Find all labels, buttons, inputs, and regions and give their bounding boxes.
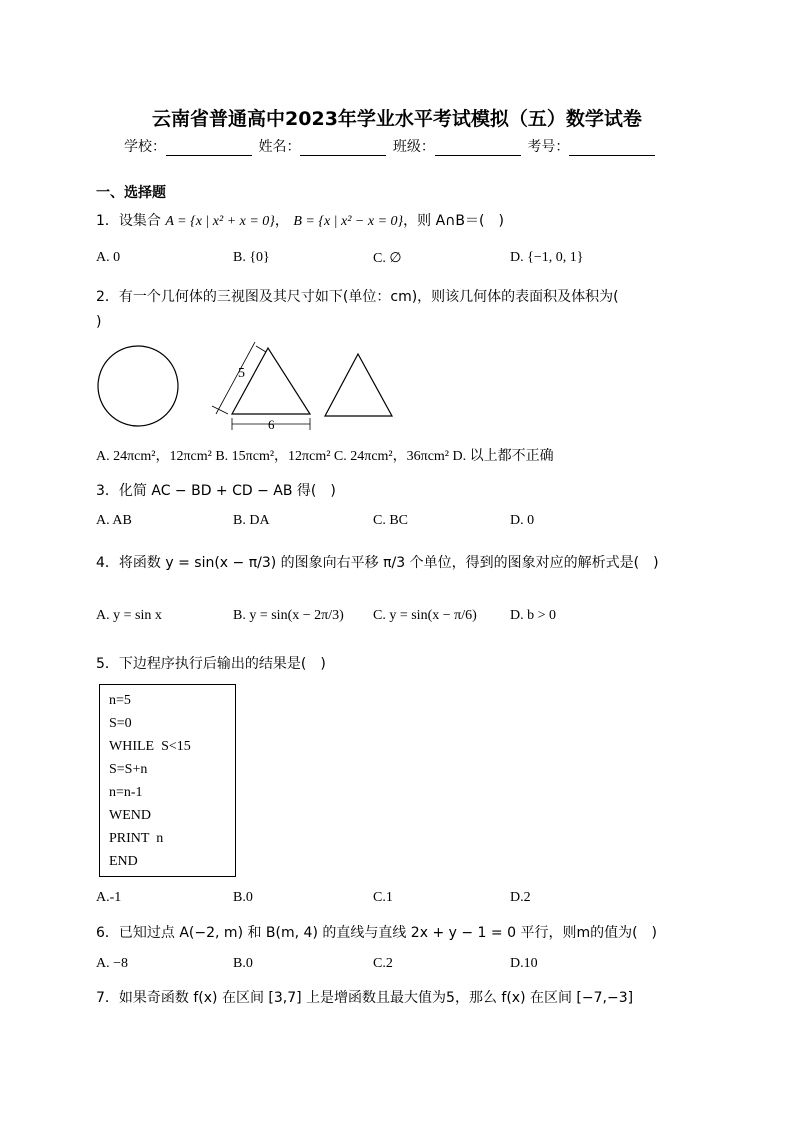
q4-option-a[interactable]: A. y = sin x [96, 608, 162, 623]
question-7: 7．如果奇函数 f(x) 在区间 [3,7] 上是增函数且最大值为5，那么 f(x) 在区间 [−7,−3] [96, 990, 634, 1006]
q3-option-a[interactable]: A. AB [96, 513, 132, 528]
class-blank[interactable] [435, 141, 521, 156]
three-view-figure [90, 338, 440, 438]
q3-option-c[interactable]: C. BC [373, 513, 409, 528]
q6-option-d[interactable]: D.10 [510, 956, 538, 971]
q4-option-d[interactable]: D. b > 0 [510, 608, 557, 623]
exam-number-label: 考号： [527, 139, 570, 155]
q2-options[interactable]: A. 24πcm²，12πcm² B. 15πcm²，12πcm² C. 24πcm²，36πcm² D. 以上都不正确 [96, 449, 554, 464]
code-line: END [109, 854, 138, 869]
q5-option-d[interactable]: D.2 [510, 890, 531, 905]
name-label: 姓名： [258, 139, 301, 155]
question-5: 5．下边程序执行后输出的结果是( ) [96, 656, 326, 672]
class-label: 班级： [392, 139, 435, 155]
code-line: WEND [109, 808, 151, 823]
school-label: 学校： [124, 139, 166, 155]
code-line: n=5 [109, 693, 131, 708]
question-2-continued: ) [96, 314, 102, 330]
question-3: 3．化简 AC − BD + CD − AB 得( ) [96, 483, 336, 499]
q3-option-b[interactable]: B. DA [233, 513, 270, 528]
question-6: 6．已知过点 A(−2, m) 和 B(m, 4) 的直线与直线 2x + y − 1 = 0 平行，则m的值为( ) [96, 925, 658, 941]
q1-option-c[interactable]: C. ∅ [373, 251, 402, 266]
code-line: WHILE S<15 [109, 739, 191, 754]
exam-number-blank[interactable] [569, 141, 655, 156]
q1-set-a: A = {x | x² + x = 0} [165, 214, 275, 229]
program-code-box [99, 684, 236, 877]
school-blank[interactable] [166, 141, 252, 156]
q4-option-c[interactable]: C. y = sin(x − π/6) [373, 608, 477, 623]
code-line: S=0 [109, 716, 132, 731]
q1-number: 1．设集合 [96, 213, 161, 229]
q5-option-b[interactable]: B.0 [233, 890, 253, 905]
top-view-triangle [325, 354, 392, 416]
q1-option-b[interactable]: B. {0} [233, 250, 270, 265]
exam-title: 云南省普通高中2023年学业水平考试模拟（五）数学试卷 [152, 108, 642, 130]
student-info-line [124, 136, 657, 156]
question-2: 2．有一个几何体的三视图及其尺寸如下(单位：cm)，则该几何体的表面积及体积为( [96, 289, 619, 305]
q1-set-b: B = {x | x² − x = 0} [293, 214, 404, 229]
code-line: PRINT n [109, 831, 164, 846]
q1-tail: ，则 A∩B＝( ) [403, 213, 504, 229]
dim-line-5 [216, 342, 255, 414]
dim-tick-5a [256, 346, 266, 352]
q6-option-a[interactable]: A. −8 [96, 956, 129, 971]
name-blank[interactable] [300, 141, 386, 156]
q5-option-a[interactable]: A.-1 [96, 890, 122, 905]
dimension-label-6: 6 [268, 417, 275, 432]
q3-option-d[interactable]: D. 0 [510, 513, 535, 528]
dimension-label-5: 5 [238, 366, 245, 381]
code-line: S=S+n [109, 762, 148, 777]
q4-option-b[interactable]: B. y = sin(x − 2π/3) [233, 608, 344, 623]
question-1 [96, 210, 504, 230]
q6-option-b[interactable]: B.0 [233, 956, 253, 971]
section-heading: 一、选择题 [96, 185, 166, 201]
q1-option-d[interactable]: D. {−1, 0, 1} [510, 250, 584, 265]
q6-option-c[interactable]: C.2 [373, 956, 393, 971]
q1-option-a[interactable]: A. 0 [96, 250, 121, 265]
code-line: n=n-1 [109, 785, 143, 800]
question-4: 4．将函数 y = sin(x − π/3) 的图象向右平移 π/3 个单位，得到的图象对应的解析式是( ) [96, 555, 659, 571]
front-view-circle [98, 346, 178, 426]
q5-option-c[interactable]: C.1 [373, 890, 393, 905]
q1-separator: ， [274, 213, 289, 229]
